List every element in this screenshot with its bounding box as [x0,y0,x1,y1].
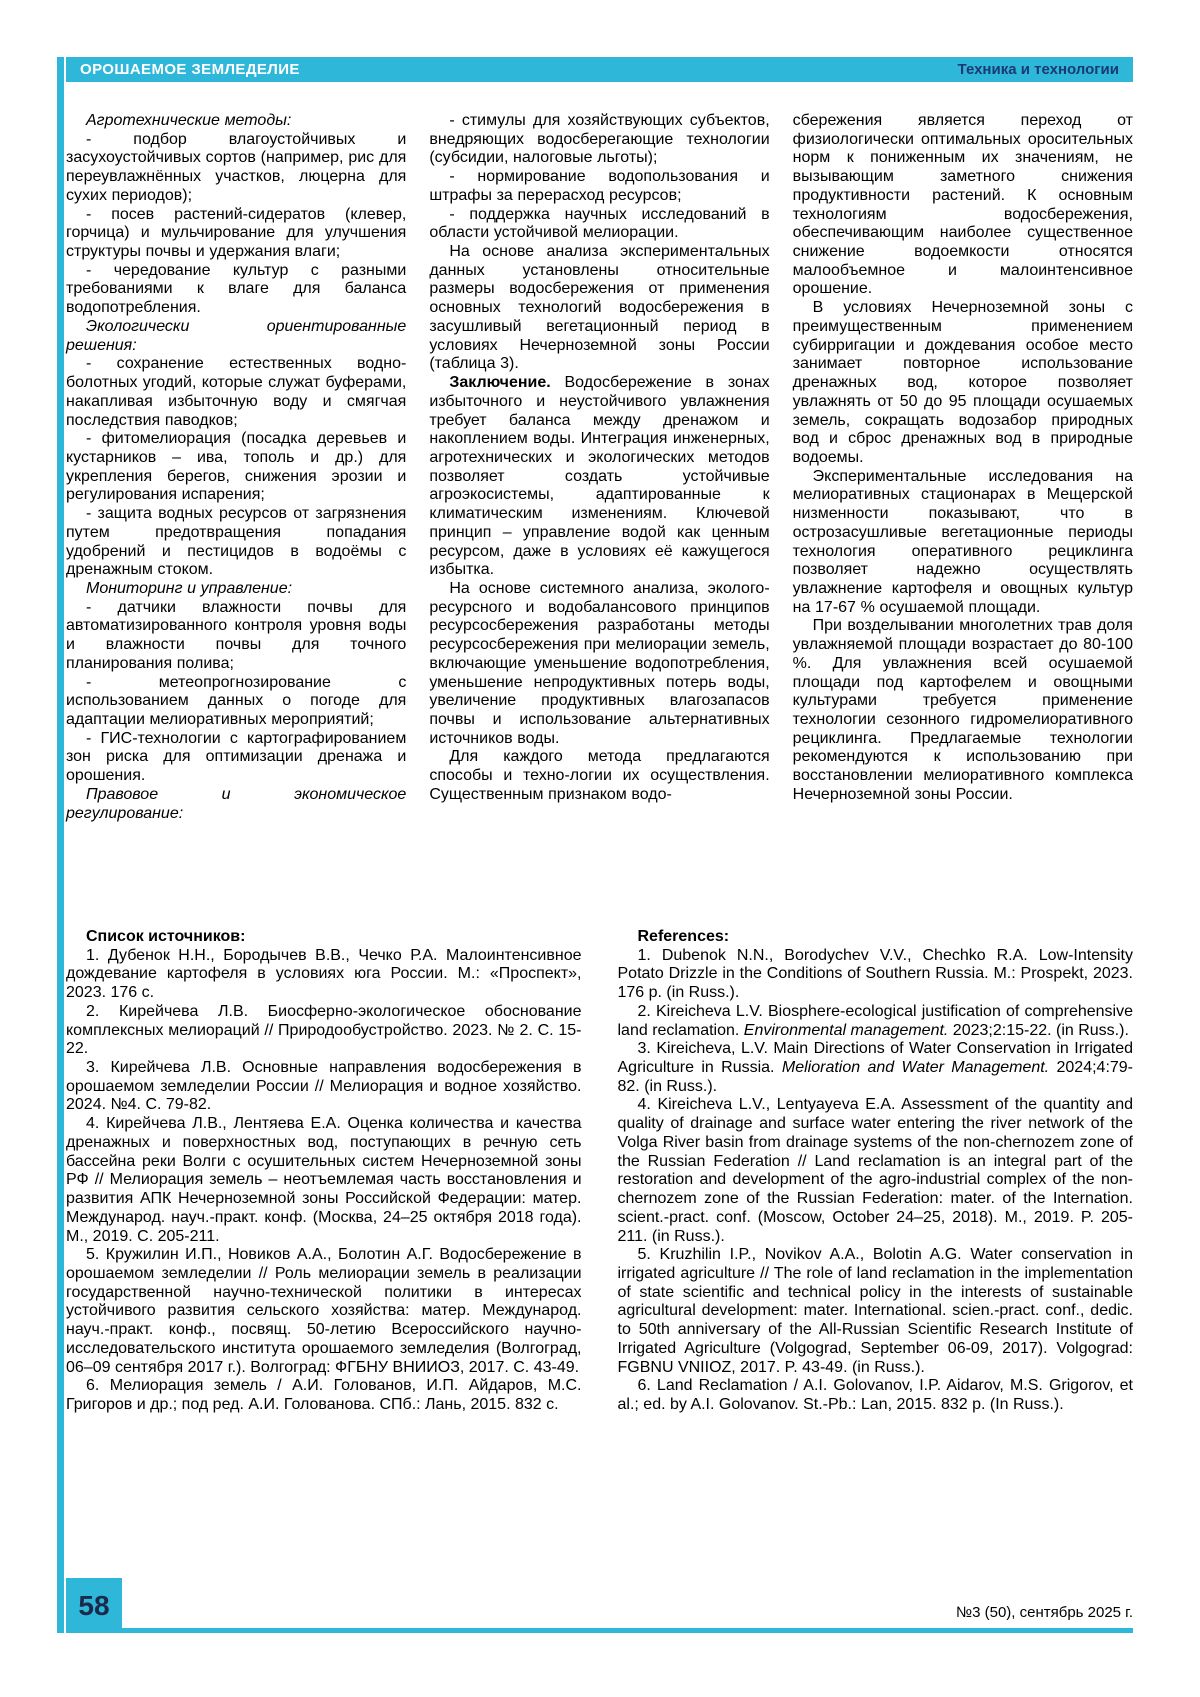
references-en-title: References: [637,928,730,945]
body-column-2 [429,112,769,823]
body-paragraph [66,262,406,318]
reference-item [66,1377,582,1414]
rubric-title: Техника и технологии [957,61,1119,78]
text-run: 5. Kruzhilin I.P., Novikov A.A., Bolotin A.G. Water conservation in irrigated agriculture // The role of land reclamation in the implementation of state scientific and technical policy in the interests of sustainable agricultural development: mater. International. scien.-pract. conf., dedic. to 50th anniversary of the All-Russian Scientific Research Institute of Irrigated Agriculture (Volgograd, September 06-09, 2017). Volgograd: FGBNU VNIIOZ, 2017. P. 43-49. (in Russ.). [617,1246,1133,1376]
text-run: Для каждого метода предлагаются способы и техно-логии их осуществления. Существенным признаком водо- [429,748,770,803]
accent-side-stripe [57,57,64,1633]
reference-item [618,1003,1134,1040]
references-ru-list [66,947,582,1415]
text-run: Экологически ориентированные решения: [66,317,407,354]
text-run: - подбор влагоустойчивых и засухоустойчивых сортов (например, рис для переувлажнённых участков, люцерна для сухих периодов); [66,130,407,204]
body-paragraph [793,112,1133,299]
references-en-column [618,928,1134,1415]
body-paragraph [66,430,406,505]
text-run: 4. Kireicheva L.V., Lentyayeva E.A. Assessment of the quantity and quality of drainage and surface water entering the river network of the Volga River basin from drainage systems of the non-chernozem zone of the Russian Federation // Land reclamation is an integral part of the restoration and development of the agro-industrial complex of the non-chernozem zone of the Russian Federation: mater. of the Internation. scient.-pract. conf. (Moscow, October 24–25, 2018). M., 2019. P. 205-211. (in Russ.). [617,1096,1133,1245]
text-run: Водосбережение в зонах избыточного и неустойчивого увлажнения требует баланса между дренажом и накоплением воды. Интеграция инженерных, агротехнических и экологических методов позволяет создать устойчивые агроэкосистемы, адаптированные к климатическим изменениям. Ключевой принцип – управление водой как ценным ресурсом, даже в условиях её кажущегося избытка. [429,374,770,579]
text-run: При возделывании многолетних трав доля увлажняемой площади возрастает до 80-100 %. Для увлажнения всей осушаемой площади под картофелем и овощными культурами требуется применение технологии сезонного гидромелиоративного рециклинга. Предлагаемые технологии рекомендуются к использованию при восстановлении мелиоративного комплекса Нечерноземной зоны России. [792,617,1133,803]
references-ru-column [66,928,582,1415]
text-run: - сохранение естественных водно-болотных угодий, которые служат буферами, накапливая избыточную воду и смягчая последствия паводков; [66,355,407,429]
body-paragraph [793,617,1133,804]
body-paragraph [429,748,769,804]
text-run: Мониторинг и управление: [86,579,293,597]
text-run: - поддержка научных исследований в области устойчивой мелиорации. [429,205,770,242]
body-column-3 [793,112,1133,823]
reference-item [618,1246,1134,1377]
text-run: Melioration and Water Management. [781,1059,1050,1077]
text-run: 2023;2:15-22. (in Russ.). [948,1021,1129,1039]
references-section [66,928,1133,1415]
body-paragraph [66,112,406,131]
page-header-bar [66,57,1133,82]
text-run: Правовое и экономическое регулирование: [66,785,407,822]
body-paragraph [66,505,406,580]
body-paragraph [66,786,406,823]
text-run: - метеопрогнозирование с использованием данных о погоде для адаптации мелиоративных мероприятий; [66,673,407,728]
body-paragraph [66,131,406,206]
text-run: В условиях Нечерноземной зоны с преимущественным применением субирригации и дождевания особое место занимает повторное использование дренажных вод, которое позволяет увлажнять от 50 до 95 площади осушаемых земель, сокращать водозабор природных вод и сброс дренажных вод в природные водоемы. [792,299,1133,466]
body-paragraph [66,599,406,674]
body-paragraph [793,468,1133,618]
body-paragraph [66,206,406,262]
references-en-list [618,947,1134,1415]
references-ru-title: Список источников: [86,928,246,945]
text-run: Экспериментальные исследования на мелиоративных стационарах в Мещерской низменности показывают, что в острозасушливые вегетационные периоды технология оперативного рециклинга позволяет надежно осуществлять увлажнение картофеля и овощных культур на 17-67 % осушаемой площади. [792,467,1133,616]
text-run: сбережения является переход от физиологически оптимальных оросительных норм к пониженным их значениям, не вызывающим заметного снижения продуктивности растений. К основным технологиям водосбережения, обеспечивающим наиболее существенное снижение водоемкости относятся малообъемное и малоинтенсивное орошение. [792,112,1133,298]
issue-info: №3 (50), сентябрь 2025 г. [956,1604,1133,1621]
reference-item [66,1059,582,1115]
page-number: 58 [78,1589,110,1621]
body-paragraph [793,299,1133,467]
text-run: 2. Кирейчева Л.В. Биосферно-экологическое обоснование комплексных мелиораций // Природообустройство. 2023. № 2. С. 15-22. [66,1002,582,1058]
text-run: Environmental management. [743,1021,949,1039]
body-paragraph [429,168,769,205]
reference-item [66,1003,582,1059]
text-run: 2024;4:79-82. (in Russ.). [617,1059,1134,1095]
text-run: - стимулы для хозяйствующих субъектов, внедряющих водосберегающие технологии (субсидии, налоговые льготы); [429,112,770,167]
text-run: - датчики влажности почвы для автоматизированного контроля уровня воды и влажности почвы для точного планирования полива; [66,598,407,672]
text-run: - ГИС-технологии с картографированием зон риска для оптимизации дренажа и орошения. [66,729,407,785]
text-run: - нормирование водопользования и штрафы за перерасход ресурсов; [429,168,770,204]
body-paragraph [66,318,406,355]
body-paragraph [429,206,769,243]
page-number-block [66,1578,122,1633]
text-run: 1. Дубенок Н.Н., Бородычев В.В., Чечко Р.А. Малоинтенсивное дождевание картофеля в условиях юга России. М.: «Проспект», 2023. 176 с. [66,946,582,1002]
text-run: 1. Dubenok N.N., Borodychev V.V., Chechko R.A. Low-Intensity Potato Drizzle in the Conditions of Southern Russia. M.: Prospekt, 2023. 176 p. (in Russ.). [617,946,1133,1002]
reference-item [618,947,1134,1003]
text-run: 4. Кирейчева Л.В., Лентяева Е.А. Оценка количества и качества дренажных и поверхностных вод, поступающих в речную сеть бассейна реки Волги с осушительных систем Нечерноземной зоны РФ // Мелиорация земель – неотъемлемая часть восстановления и развития АПК Нечерноземной зоны Российской Федерации: матер. Международ. науч.-практ. конф. (Москва, 24–25 октября 2018 года). М., 2019. С. 205-211. [66,1115,582,1245]
text-run: 6. Мелиорация земель / А.И. Голованов, И.П. Айдаров, М.С. Григоров и др.; под ред. А.И. Голованова. СПб.: Лань, 2015. 832 с. [66,1377,582,1413]
reference-item [66,1115,582,1246]
text-run: 6. Land Reclamation / A.I. Golovanov, I.P. Aidarov, M.S. Grigorov, et al.; ed. by A.I. Golovanov. St.-Pb.: Lan, 2015. 832 p. (In Russ.). [617,1377,1133,1413]
text-run: 5. Кружилин И.П., Новиков А.А., Болотин А.Г. Водосбережение в орошаемом земледелии // Роль мелиорации земель в реализации государственной научно-технической политики в интересах устойчивого развития сельского хозяйства: матер. Международ. науч.-практ. конф., посвящ. 50-летию Всероссийского научно-исследовательского института орошаемого земледелия (Волгоград, 06–09 сентября 2017 г.). Волгоград: ФГБНУ ВНИИОЗ, 2017. С. 43-49. [66,1246,582,1376]
reference-item [66,947,582,1003]
body-paragraph [429,374,769,580]
text-run: - посев растений-сидератов (клевер, горчица) и мульчирование для улучшения структуры почвы и удержания влаги; [66,205,407,261]
text-run: - защита водных ресурсов от загрязнения путем предотвращения попадания удобрений и пестицидов в водоёмы с дренажным стоком. [66,505,407,579]
reference-item [66,1246,582,1377]
body-paragraph [66,580,406,599]
body-paragraph [66,730,406,786]
body-paragraph [66,355,406,430]
text-run: 3. Kireicheva, L.V. Main Directions of Water Conservation in Irrigated Agriculture in Russia. [617,1040,1133,1077]
text-run: 3. Кирейчева Л.В. Основные направления водосбережения в орошаемом земледелии России // Мелиорация и водное хозяйство. 2024. №4. С. 79-82. [66,1059,582,1114]
text-run: На основе анализа экспериментальных данных установлены относительные размеры водосбережения от применения основных технологий водосбережения в засушливый вегетационный период в условиях Нечерноземной зоны России (таблица 3). [429,243,770,373]
body-column-1 [66,112,406,823]
body-paragraph [66,674,406,730]
body-paragraph [429,112,769,168]
text-run: Заключение. [449,374,551,392]
reference-item [618,1096,1134,1246]
article-body [66,112,1133,823]
text-run: На основе системного анализа, эколого-ресурсного и водобалансового принципов ресурсосбережения разработаны методы ресурсосбережения при мелиорации земель, включающие уменьшение водопотребления, уменьшение непродуктивных потерь воды, увеличение продуктивных влагозапасов почвы и использование альтернативных источников воды. [429,579,770,747]
text-run: 2. Kireicheva L.V. Biosphere-ecological justification of comprehensive land reclamation. [617,1002,1133,1039]
footer-accent-line [122,1628,1133,1633]
text-run: Агротехнические методы: [86,112,292,129]
text-run: - фитомелиорация (посадка деревьев и кустарников – ива, тополь и др.) для укрепления берегов, снижения эрозии и регулирования испарения; [66,430,407,504]
body-paragraph [429,243,769,374]
reference-item [618,1040,1134,1096]
body-paragraph [429,580,769,748]
section-title: ОРОШАЕМОЕ ЗЕМЛЕДЕЛИЕ [80,61,300,78]
reference-item [618,1377,1134,1414]
text-run: - чередование культур с разными требованиями к влаге для баланса водопотребления. [66,261,407,317]
